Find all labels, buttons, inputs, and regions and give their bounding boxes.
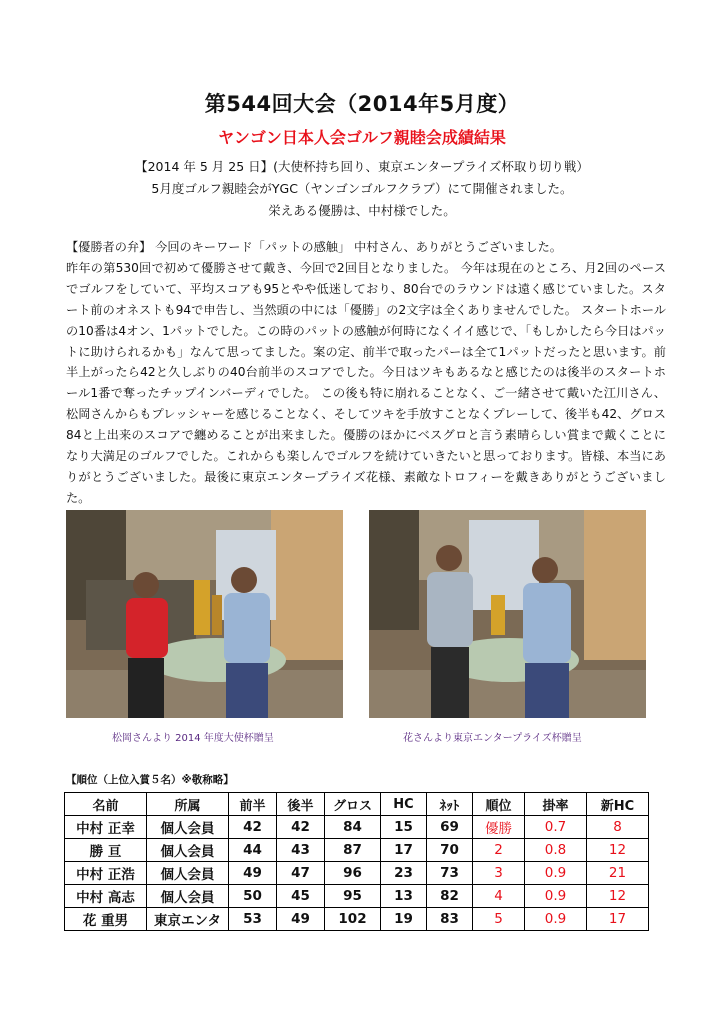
header-hc: HC [381, 793, 427, 816]
cell-back: 42 [277, 816, 325, 839]
cell-rank: 5 [473, 908, 525, 931]
cell-name: 花 重男 [65, 908, 147, 931]
cell-hc: 17 [381, 839, 427, 862]
ranking-label: 【順位（上位入賞５名）※敬称略】 [66, 774, 234, 786]
cell-new-hc: 12 [587, 885, 649, 908]
intro-venue-line: 5月度ゴルフ親睦会がYGC（ヤンゴンゴルフクラブ）にて開催されました。 [151, 181, 573, 196]
header-net: ﾈｯﾄ [427, 793, 473, 816]
cell-new-hc: 8 [587, 816, 649, 839]
cell-net: 69 [427, 816, 473, 839]
cell-rank: 3 [473, 862, 525, 885]
header-rank: 順位 [473, 793, 525, 816]
results-header-row [65, 793, 649, 816]
photo-caption-right: 花さんより東京エンタープライズ杯贈呈 [403, 733, 582, 744]
cell-hc: 19 [381, 908, 427, 931]
speech-body: 昨年の第530回で初めて優勝させて戴き、今回で2回目となりました。 今年は現在のところ、月2回のペースでゴルフをしていて、平均スコアも95とやや低迷しており、80台でのラウンドは遠く感じていました。スタート前のオネストも94で申告し、当然頭の中には「優勝」の2文字は全くありませんでした。 スタートホールの10番は4オン、1パットでした。この時のパットの感触が何時になくイイ感じで、「もしかしたら今日はパットに助けられるかも」なんて思ってました。案の定、前半で取ったパーは全て1パットだったと思います。前半上がったら42と久しぶりの40台前半のスコアでした。今日はツキもあるなと感じたのは後半のスタートホール1番で奪ったチップインバーディでした。 この後も特に崩れることなく、ご一緒させて戴いた江川さん、松岡さんからもプレッシャーを感じることなく、そしてツキを手放すことなくプレーして、後半も42、グロス84と上出来のスコアで纏めることが出来ました。優勝のほかにベスグロと言う素晴らしい賞まで戴くことになり大満足のゴルフでした。これからも楽しんでゴルフを続けていきたいと思っております。皆様、本当にありがとうございました。最後に東京エンタープライズ花様、素敵なトロフィーを戴きありがとうございました。 [66, 260, 666, 505]
cell-rate: 0.9 [525, 862, 587, 885]
cell-affiliation: 東京エンタ [147, 908, 229, 931]
header-back-nine: 後半 [277, 793, 325, 816]
cell-rank: 4 [473, 885, 525, 908]
header-affiliation: 所属 [147, 793, 229, 816]
cell-rate: 0.9 [525, 908, 587, 931]
results-table [64, 792, 649, 931]
cell-gross: 96 [325, 862, 381, 885]
header-gross: グロス [325, 793, 381, 816]
table-row [65, 816, 649, 839]
cell-rank: 優勝 [473, 816, 525, 839]
header-new-hc: 新HC [587, 793, 649, 816]
cell-back: 47 [277, 862, 325, 885]
cell-new-hc: 17 [587, 908, 649, 931]
cell-name: 中村 高志 [65, 885, 147, 908]
cell-rank: 2 [473, 839, 525, 862]
cell-front: 49 [229, 862, 277, 885]
cell-back: 49 [277, 908, 325, 931]
cell-new-hc: 21 [587, 862, 649, 885]
cell-net: 83 [427, 908, 473, 931]
cell-hc: 15 [381, 816, 427, 839]
page-title: 第544回大会（2014年5月度） [204, 92, 520, 116]
cell-rate: 0.8 [525, 839, 587, 862]
speech-heading: 【優勝者の弁】 今回のキーワード「パットの感触」 中村さん、ありがとうございました。 [66, 240, 562, 254]
cell-gross: 87 [325, 839, 381, 862]
cell-hc: 13 [381, 885, 427, 908]
table-row [65, 885, 649, 908]
cell-front: 42 [229, 816, 277, 839]
cell-gross: 95 [325, 885, 381, 908]
table-row [65, 839, 649, 862]
cell-back: 43 [277, 839, 325, 862]
cell-net: 73 [427, 862, 473, 885]
cell-affiliation: 個人会員 [147, 839, 229, 862]
cell-affiliation: 個人会員 [147, 885, 229, 908]
photo-tokyo-enterprise-cup [369, 510, 646, 718]
cell-name: 中村 正幸 [65, 816, 147, 839]
cell-front: 44 [229, 839, 277, 862]
cell-rate: 0.9 [525, 885, 587, 908]
intro-block [0, 156, 724, 222]
table-row [65, 908, 649, 931]
cell-front: 50 [229, 885, 277, 908]
cell-new-hc: 12 [587, 839, 649, 862]
cell-gross: 102 [325, 908, 381, 931]
cell-affiliation: 個人会員 [147, 862, 229, 885]
cell-name: 中村 正浩 [65, 862, 147, 885]
intro-date-line: 【2014 年 5 月 25 日】(大使杯持ち回り、東京エンタープライズ杯取り切り戦） [135, 159, 589, 174]
cell-name: 勝 亘 [65, 839, 147, 862]
header-front-nine: 前半 [229, 793, 277, 816]
header-name: 名前 [65, 793, 147, 816]
photo-ambassador-cup [66, 510, 343, 718]
page-subtitle: ヤンゴン日本人会ゴルフ親睦会成績結果 [218, 128, 506, 147]
cell-back: 45 [277, 885, 325, 908]
cell-rate: 0.7 [525, 816, 587, 839]
cell-front: 53 [229, 908, 277, 931]
cell-affiliation: 個人会員 [147, 816, 229, 839]
table-row [65, 862, 649, 885]
header-rate: 掛率 [525, 793, 587, 816]
cell-gross: 84 [325, 816, 381, 839]
intro-winner-line: 栄えある優勝は、中村様でした。 [268, 203, 456, 218]
winner-speech [66, 237, 666, 509]
cell-net: 82 [427, 885, 473, 908]
photo-caption-left: 松岡さんより 2014 年度大使杯贈呈 [112, 733, 274, 744]
cell-hc: 23 [381, 862, 427, 885]
cell-net: 70 [427, 839, 473, 862]
